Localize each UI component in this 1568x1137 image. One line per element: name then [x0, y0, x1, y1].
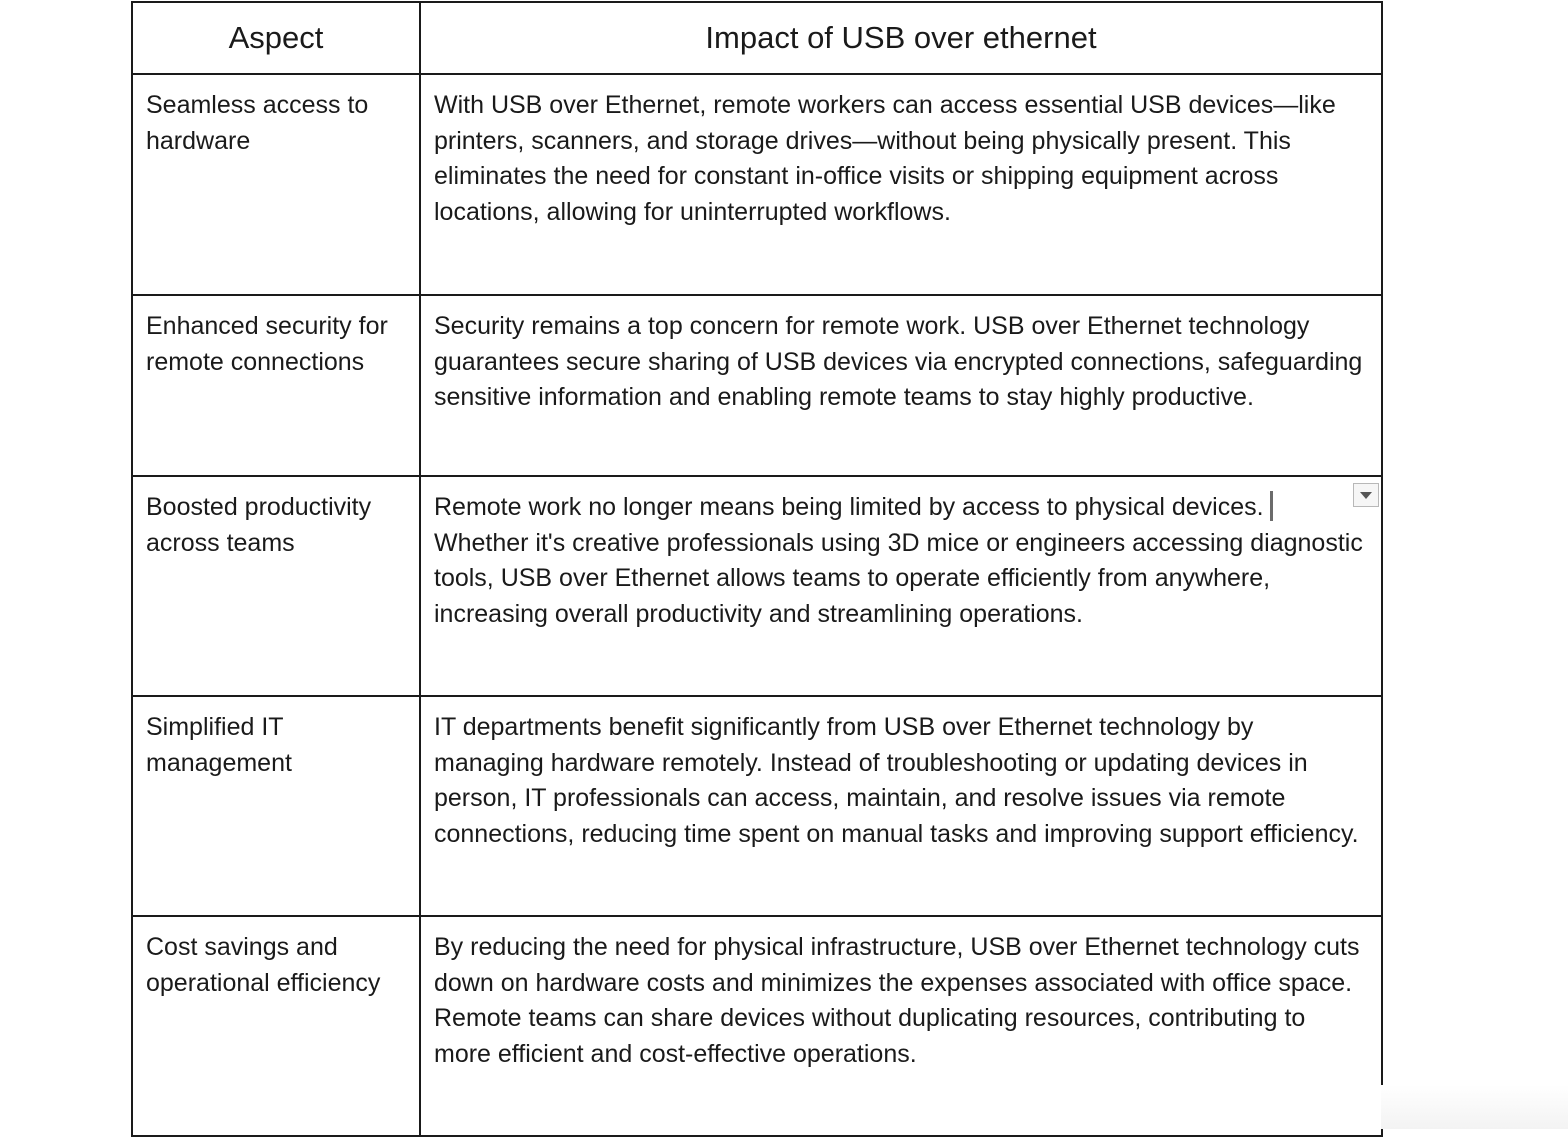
text-cursor	[1270, 491, 1273, 521]
impact-cell[interactable]: Security remains a top concern for remote work. USB over Ethernet technology guarantees secure sharing of USB devices via encrypted connections, safeguarding sensitive information and enabling remote teams to stay highly productive.	[420, 295, 1382, 476]
aspect-cell[interactable]: Enhanced security for remote connections	[132, 295, 420, 476]
table-row	[132, 916, 1382, 1136]
table-row	[132, 74, 1382, 295]
impact-cell[interactable]: With USB over Ethernet, remote workers can access essential USB devices—like printers, scanners, and storage drives—without being physically present. This eliminates the need for constant in-office visits or shipping equipment across locations, allowing for uninterrupted workflows.	[420, 74, 1382, 295]
aspect-cell[interactable]: Boosted productivity across teams	[132, 476, 420, 696]
header-impact: Impact of USB over ethernet	[420, 2, 1382, 74]
table-row	[132, 295, 1382, 476]
impact-cell[interactable]: By reducing the need for physical infrastructure, USB over Ethernet technology cuts down on hardware costs and minimizes the expenses associated with office space. Remote teams can share devices without duplicating resources, contributing to more efficient and cost-effective operations.	[420, 916, 1382, 1136]
header-aspect: Aspect	[132, 2, 420, 74]
chevron-down-icon	[1360, 492, 1372, 499]
impact-cell[interactable]: IT departments benefit significantly from USB over Ethernet technology by managing hardware remotely. Instead of troubleshooting or updating devices in person, IT professionals can access, maintain, and resolve issues via remote connections, reducing time spent on manual tasks and improving support efficiency.	[420, 696, 1382, 916]
impact-text: Remote work no longer means being limited by access to physical devices. Whether it's creative professionals using 3D mice or engineers accessing diagnostic tools, USB over Ethernet allows teams to operate efficiently from anywhere, increasing overall productivity and streamlining operations.	[434, 493, 1363, 628]
cell-menu-button[interactable]	[1353, 483, 1379, 507]
aspect-cell[interactable]: Cost savings and operational efficiency	[132, 916, 420, 1136]
usb-over-ethernet-table	[131, 1, 1383, 1137]
table-row-active	[132, 476, 1382, 696]
aspect-cell[interactable]: Simplified IT management	[132, 696, 420, 916]
table-row	[132, 696, 1382, 916]
aspect-cell[interactable]: Seamless access to hardware	[132, 74, 420, 295]
impact-cell-active[interactable]	[420, 476, 1382, 696]
table-header-row	[132, 2, 1382, 74]
page-edge-shade	[1381, 1085, 1568, 1129]
